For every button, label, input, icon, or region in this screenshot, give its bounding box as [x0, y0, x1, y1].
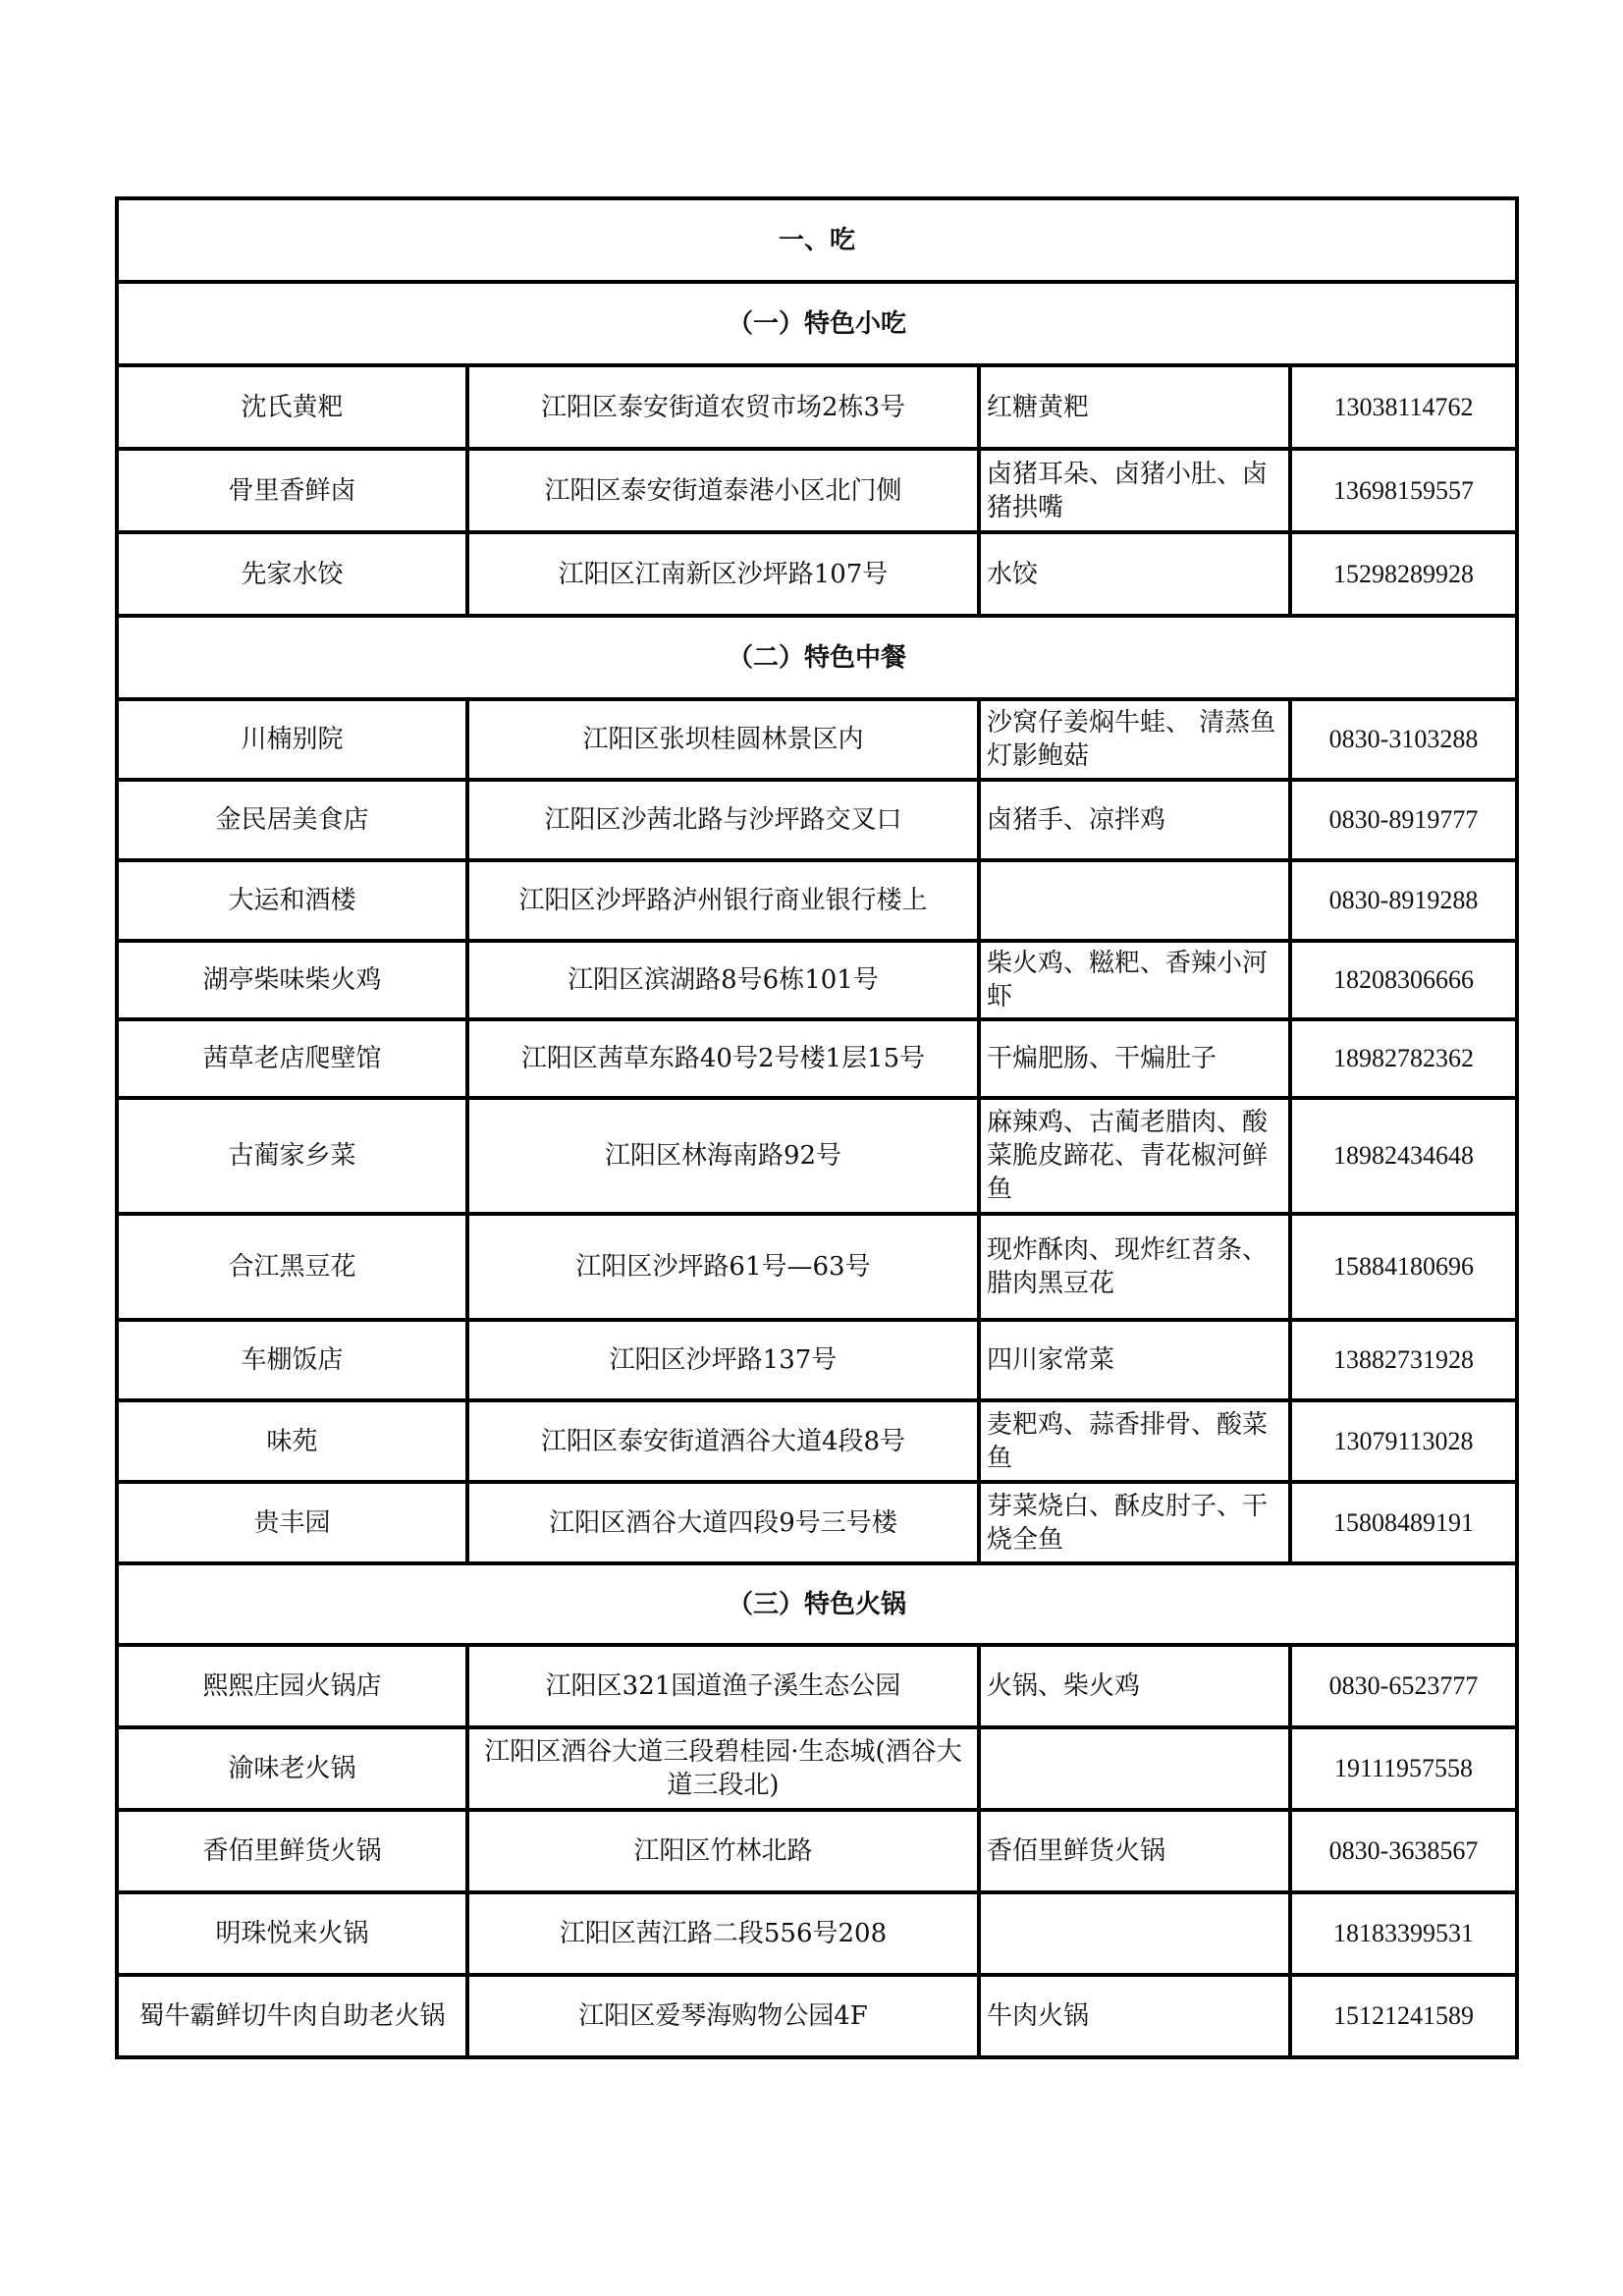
- restaurant-name: 沈氏黄粑: [117, 365, 467, 449]
- section-title: （二）特色中餐: [117, 616, 1517, 699]
- restaurant-name: 川楠别院: [117, 699, 467, 780]
- restaurant-name: 味苑: [117, 1400, 467, 1482]
- restaurant-dishes: 现炸酥肉、现炸红苕条、腊肉黑豆花: [979, 1214, 1290, 1320]
- restaurant-dishes: 芽菜烧白、酥皮肘子、干烧全鱼: [979, 1482, 1290, 1563]
- table-row: [117, 1645, 1517, 1727]
- restaurant-dishes: 香佰里鲜货火锅: [979, 1810, 1290, 1892]
- table-row: [117, 1400, 1517, 1482]
- heading-row: [117, 198, 1517, 282]
- restaurant-phone: 13882731928: [1290, 1320, 1517, 1400]
- table-row: [117, 1214, 1517, 1320]
- section-header-row: [117, 616, 1517, 699]
- section-header-row: [117, 282, 1517, 365]
- restaurant-phone: 15298289928: [1290, 532, 1517, 616]
- restaurant-address: 江阳区滨湖路8号6栋101号: [467, 941, 979, 1019]
- restaurant-phone: 0830-6523777: [1290, 1645, 1517, 1727]
- restaurant-dishes: 红糖黄粑: [979, 365, 1290, 449]
- restaurant-name: 先家水饺: [117, 532, 467, 616]
- restaurant-address: 江阳区张坝桂圆林景区内: [467, 699, 979, 780]
- restaurant-phone: 19111957558: [1290, 1727, 1517, 1810]
- restaurant-address: 江阳区沙茜北路与沙坪路交叉口: [467, 780, 979, 860]
- restaurant-dishes: 牛肉火锅: [979, 1975, 1290, 2057]
- restaurant-dishes: 卤猪耳朵、卤猪小肚、卤猪拱嘴: [979, 449, 1290, 532]
- section-header-row: [117, 1563, 1517, 1645]
- restaurant-phone: 0830-3638567: [1290, 1810, 1517, 1892]
- table-row: [117, 1892, 1517, 1975]
- restaurant-name: 湖亭柴味柴火鸡: [117, 941, 467, 1019]
- restaurant-phone: 13698159557: [1290, 449, 1517, 532]
- table-row: [117, 1810, 1517, 1892]
- restaurant-address: 江阳区泰安街道农贸市场2栋3号: [467, 365, 979, 449]
- restaurant-name: 茜草老店爬壁馆: [117, 1019, 467, 1098]
- restaurant-dishes: 沙窝仔姜焖牛蛙、 清蒸鱼 灯影鲍菇: [979, 699, 1290, 780]
- restaurant-dishes: [979, 860, 1290, 941]
- restaurant-address: 江阳区沙坪路泸州银行商业银行楼上: [467, 860, 979, 941]
- restaurant-phone: 18208306666: [1290, 941, 1517, 1019]
- table-row: [117, 365, 1517, 449]
- table-row: [117, 699, 1517, 780]
- restaurant-phone: 13038114762: [1290, 365, 1517, 449]
- table-row: [117, 1727, 1517, 1810]
- table-row: [117, 860, 1517, 941]
- restaurant-address: 江阳区竹林北路: [467, 1810, 979, 1892]
- table-row: [117, 1482, 1517, 1563]
- table-row: [117, 1019, 1517, 1098]
- restaurant-dishes: [979, 1727, 1290, 1810]
- restaurant-dishes: 麻辣鸡、古蔺老腊肉、酸菜脆皮蹄花、青花椒河鲜鱼: [979, 1098, 1290, 1214]
- restaurant-name: 大运和酒楼: [117, 860, 467, 941]
- section-title: （一）特色小吃: [117, 282, 1517, 365]
- restaurant-address: 江阳区沙坪路61号—63号: [467, 1214, 979, 1320]
- restaurant-table: [115, 196, 1519, 2059]
- restaurant-address: 江阳区江南新区沙坪路107号: [467, 532, 979, 616]
- restaurant-name: 金民居美食店: [117, 780, 467, 860]
- restaurant-phone: 0830-3103288: [1290, 699, 1517, 780]
- restaurant-address: 江阳区321国道渔子溪生态公园: [467, 1645, 979, 1727]
- restaurant-name: 香佰里鲜货火锅: [117, 1810, 467, 1892]
- restaurant-dishes: 麦粑鸡、蒜香排骨、酸菜鱼: [979, 1400, 1290, 1482]
- restaurant-dishes: 火锅、柴火鸡: [979, 1645, 1290, 1727]
- table-row: [117, 941, 1517, 1019]
- restaurant-name: 古蔺家乡菜: [117, 1098, 467, 1214]
- restaurant-dishes: 卤猪手、凉拌鸡: [979, 780, 1290, 860]
- table-row: [117, 780, 1517, 860]
- restaurant-name: 贵丰园: [117, 1482, 467, 1563]
- restaurant-phone: 0830-8919288: [1290, 860, 1517, 941]
- restaurant-address: 江阳区酒谷大道三段碧桂园·生态城(酒谷大道三段北): [467, 1727, 979, 1810]
- restaurant-phone: 18982434648: [1290, 1098, 1517, 1214]
- restaurant-phone: 15121241589: [1290, 1975, 1517, 2057]
- restaurant-dishes: 水饺: [979, 532, 1290, 616]
- table-row: [117, 449, 1517, 532]
- section-title: （三）特色火锅: [117, 1563, 1517, 1645]
- restaurant-name: 蜀牛霸鲜切牛肉自助老火锅: [117, 1975, 467, 2057]
- restaurant-phone: 0830-8919777: [1290, 780, 1517, 860]
- restaurant-name: 熙熙庄园火锅店: [117, 1645, 467, 1727]
- restaurant-address: 江阳区爱琴海购物公园4F: [467, 1975, 979, 2057]
- table-row: [117, 1320, 1517, 1400]
- restaurant-address: 江阳区泰安街道酒谷大道4段8号: [467, 1400, 979, 1482]
- restaurant-phone: 18982782362: [1290, 1019, 1517, 1098]
- restaurant-address: 江阳区茜江路二段556号208: [467, 1892, 979, 1975]
- table-row: [117, 1975, 1517, 2057]
- restaurant-address: 江阳区茜草东路40号2号楼1层15号: [467, 1019, 979, 1098]
- restaurant-dishes: 干煸肥肠、干煸肚子: [979, 1019, 1290, 1098]
- main-heading: 一、吃: [117, 198, 1517, 282]
- restaurant-dishes: [979, 1892, 1290, 1975]
- restaurant-phone: 15884180696: [1290, 1214, 1517, 1320]
- restaurant-name: 明珠悦来火锅: [117, 1892, 467, 1975]
- restaurant-address: 江阳区林海南路92号: [467, 1098, 979, 1214]
- table-row: [117, 1098, 1517, 1214]
- restaurant-address: 江阳区酒谷大道四段9号三号楼: [467, 1482, 979, 1563]
- restaurant-name: 渝味老火锅: [117, 1727, 467, 1810]
- restaurant-phone: 18183399531: [1290, 1892, 1517, 1975]
- restaurant-name: 骨里香鲜卤: [117, 449, 467, 532]
- restaurant-name: 合江黑豆花: [117, 1214, 467, 1320]
- restaurant-phone: 15808489191: [1290, 1482, 1517, 1563]
- restaurant-dishes: 四川家常菜: [979, 1320, 1290, 1400]
- table-row: [117, 532, 1517, 616]
- restaurant-address: 江阳区沙坪路137号: [467, 1320, 979, 1400]
- restaurant-dishes: 柴火鸡、糍粑、香辣小河虾: [979, 941, 1290, 1019]
- restaurant-address: 江阳区泰安街道泰港小区北门侧: [467, 449, 979, 532]
- restaurant-phone: 13079113028: [1290, 1400, 1517, 1482]
- restaurant-name: 车棚饭店: [117, 1320, 467, 1400]
